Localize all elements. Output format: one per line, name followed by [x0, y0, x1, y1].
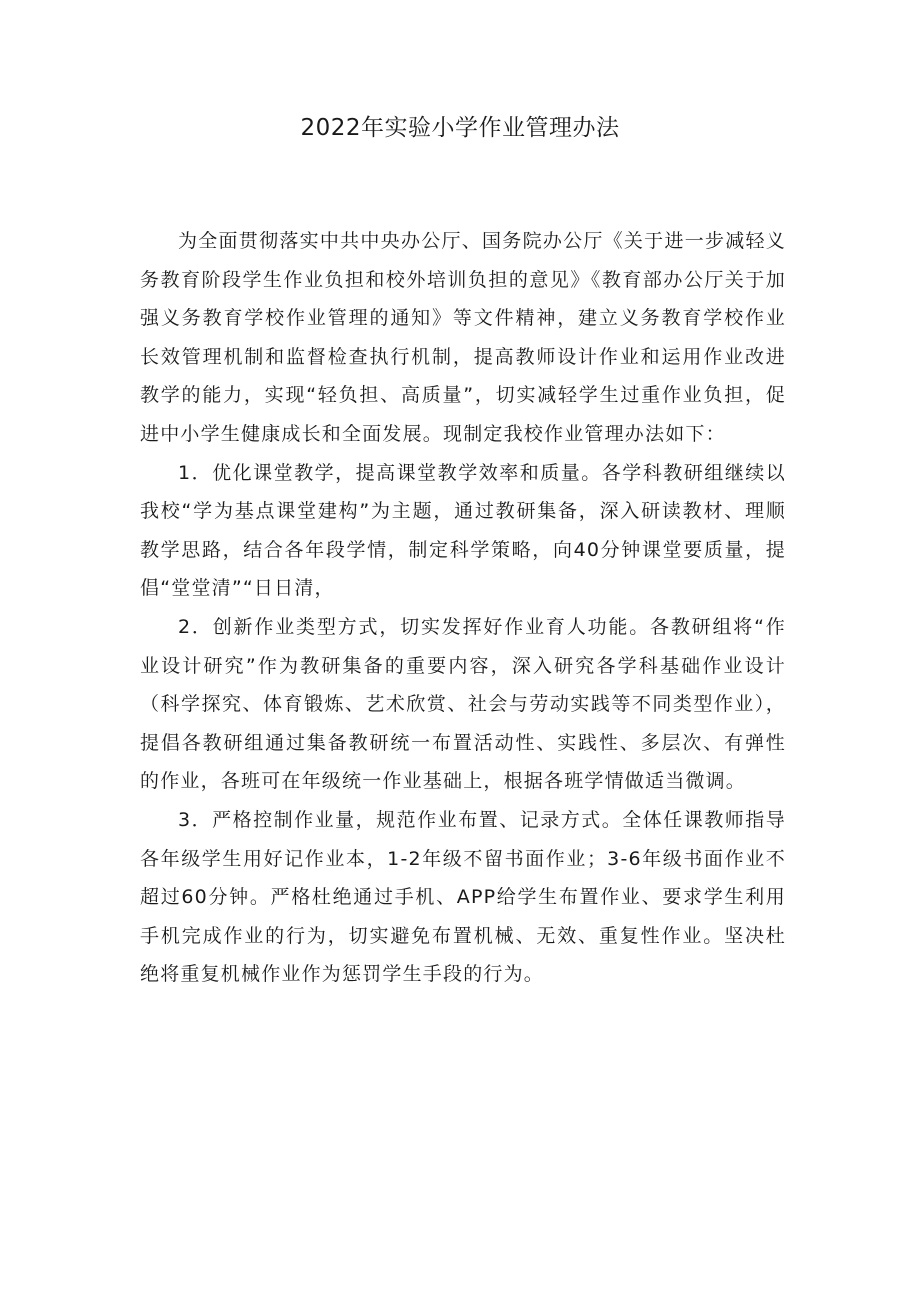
paragraph-item-3: 3．严格控制作业量，规范作业布置、记录方式。全体任课教师指导各年级学生用好记作业本，1-2年级不留书面作业；3-6年级书面作业不超过60分钟。严格杜绝通过手机、APP给学生布置作业、要求学生利用手机完成作业的行为，切实避免布置机械、无效、重复性作业。坚决杜绝将重复机械作业作为惩罚学生手段的行为。	[140, 808, 786, 986]
paragraph-item-2: 2．创新作业类型方式，切实发挥好作业育人功能。各教研组将“作业设计研究”作为教研集备的重要内容，深入研究各学科基础作业设计（科学探究、体育锻炼、艺术欣赏、社会与劳动实践等不同类型作业），提倡各教研组通过集备教研统一布置活动性、实践性、多层次、有弹性的作业，各班可在年级统一作业基础上，根据各班学情做适当微调。	[140, 615, 786, 793]
paragraph-item-1: 1．优化课堂教学，提高课堂教学效率和质量。各学科教研组继续以我校“学为基点课堂建构”为主题，通过教研集备，深入研读教材、理顺教学思路，结合各年段学情，制定科学策略，向40分钟课堂要质量，提倡“堂堂清”“日日清，	[140, 461, 786, 600]
document-title: 2022年实验小学作业管理办法	[300, 115, 620, 141]
document-body	[140, 222, 786, 994]
paragraph-intro: 为全面贯彻落实中共中央办公厅、国务院办公厅《关于进一步减轻义务教育阶段学生作业负担和校外培训负担的意见》《教育部办公厅关于加强义务教育学校作业管理的通知》等文件精神，建立义务教育学校作业长效管理机制和监督检查执行机制，提高教师设计作业和运用作业改进教学的能力，实现“轻负担、高质量”，切实减轻学生过重作业负担，促进中小学生健康成长和全面发展。现制定我校作业管理办法如下：	[140, 230, 786, 445]
